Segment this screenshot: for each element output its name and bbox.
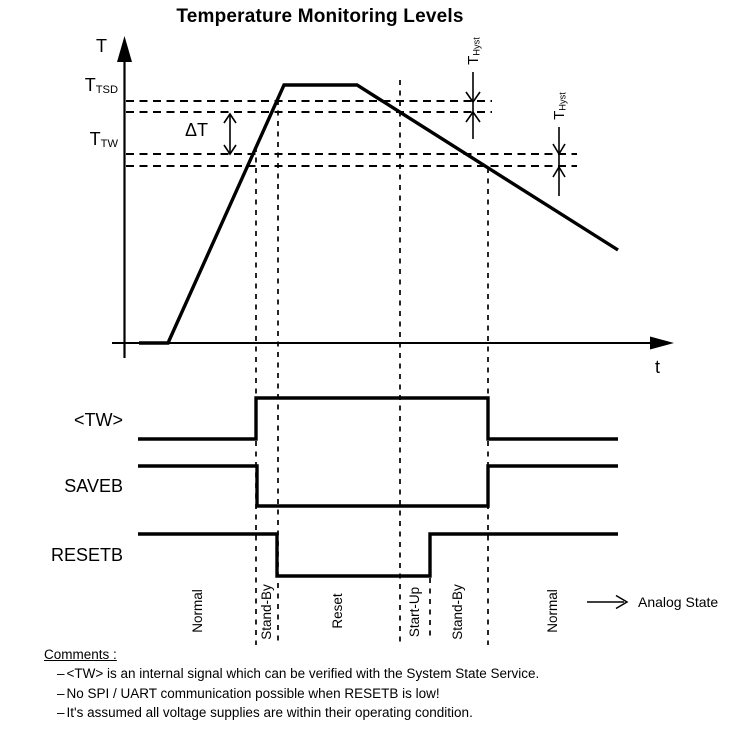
analog-state-arrow	[587, 596, 627, 609]
tw-threshold-label: TTW	[89, 129, 118, 150]
state-label-reset: Reset	[330, 593, 345, 629]
comment-text: <TW> is an internal signal which can be verified with the System State Service.	[66, 666, 540, 681]
comment-text: It's assumed all voltage supplies are within their operating condition.	[66, 705, 473, 720]
tw-signal-label: <TW>	[73, 410, 123, 430]
state-label-standby-1: Stand-By	[259, 584, 274, 640]
saveb-waveform	[138, 466, 618, 506]
comment-bullet: –	[57, 705, 65, 720]
temperature-curve	[139, 85, 618, 343]
thyst-label-tsd: THyst	[465, 37, 482, 65]
comment-item	[57, 664, 539, 684]
y-axis-label: T	[96, 36, 107, 56]
delta-t-label: ΔT	[185, 120, 209, 140]
comment-item	[57, 684, 539, 704]
comment-text: No SPI / UART communication possible when RESETB is low!	[66, 685, 440, 701]
diagram-title: Temperature Monitoring Levels	[176, 6, 464, 27]
resetb-signal-label: RESETB	[50, 545, 123, 565]
state-label-startup: Start-Up	[407, 586, 422, 638]
tw-waveform	[138, 398, 618, 439]
saveb-signal-label: SAVEB	[64, 476, 123, 496]
state-label-normal-2: Normal	[545, 589, 560, 633]
resetb-waveform	[138, 534, 618, 576]
comment-bullet: –	[57, 666, 65, 681]
comments-heading: Comments :	[44, 647, 117, 662]
comments-list	[57, 664, 539, 723]
delta-t-arrow	[224, 114, 236, 154]
analog-state-label: Analog State	[638, 594, 719, 610]
x-axis-arrowhead	[650, 337, 674, 350]
x-axis-label: t	[655, 357, 661, 377]
y-axis-arrowhead	[117, 36, 132, 62]
tsd-threshold-label: TTSD	[84, 75, 118, 96]
thyst-label-tw: THyst	[551, 92, 568, 120]
state-label-standby-2: Stand-By	[450, 584, 465, 640]
comment-bullet: –	[57, 685, 65, 701]
comment-item	[57, 703, 539, 723]
state-label-normal-1: Normal	[190, 589, 205, 633]
